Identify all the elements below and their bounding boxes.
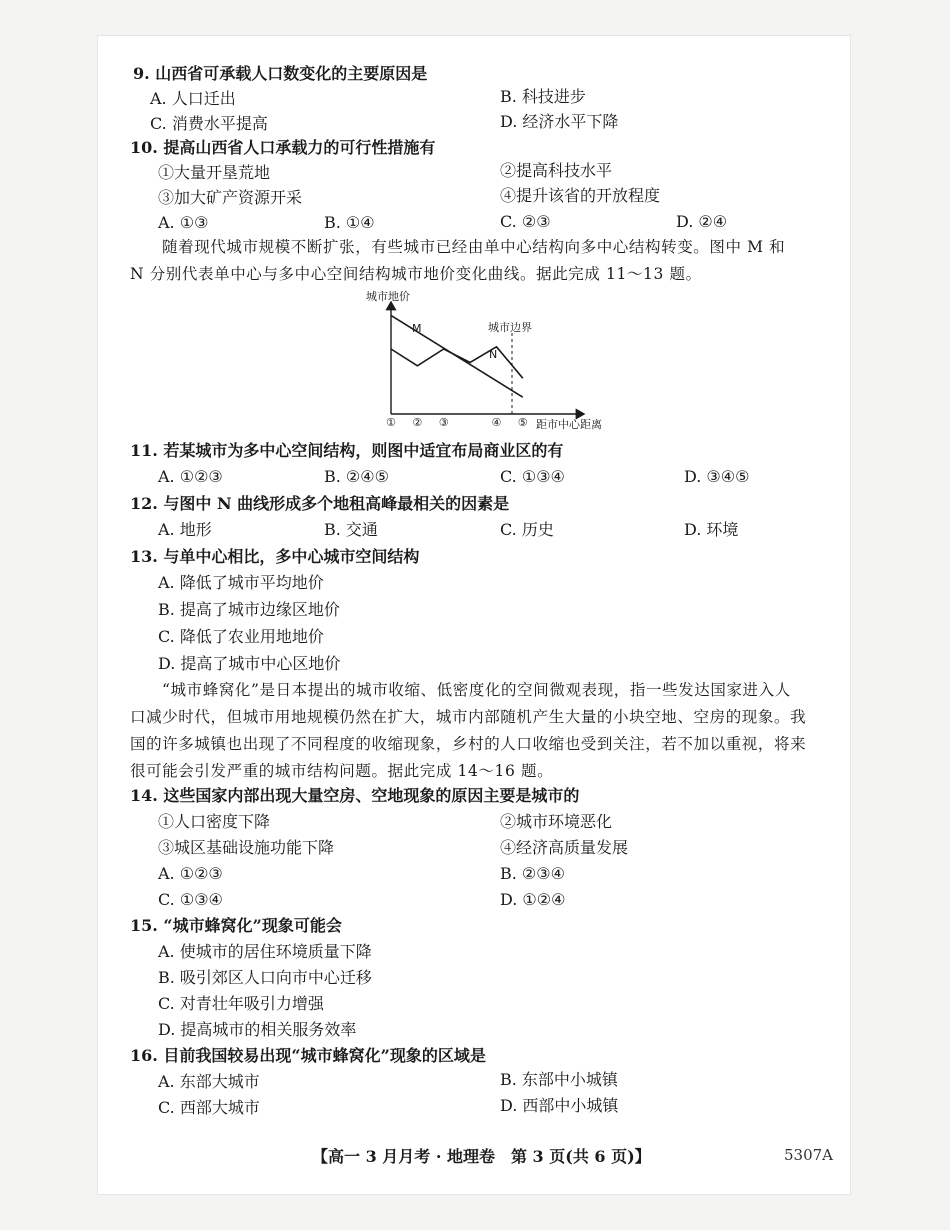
q9-option-d: D. 经济水平下降 (500, 112, 619, 131)
paper-code: 5307A (784, 1146, 834, 1164)
question-9-stem: 9. 山西省可承载人口数变化的主要原因是 (133, 64, 428, 83)
q13-option-a: A. 降低了城市平均地价 (158, 573, 324, 592)
curve-m-label: M (412, 322, 422, 335)
q15-option-c: C. 对青壮年吸引力增强 (158, 994, 324, 1013)
q11-option-d: D. ③④⑤ (684, 467, 750, 486)
question-14-stem: 14. 这些国家内部出现大量空房、空地现象的原因主要是城市的 (130, 786, 580, 805)
q12-option-c: C. 历史 (500, 520, 554, 539)
q10-option-d: D. ②④ (676, 212, 728, 231)
intro1-line-2: N 分别代表单中心与多中心空间结构城市地价变化曲线。据此完成 11～13 题。 (130, 265, 702, 283)
question-16-stem: 16. 目前我国较易出现“城市蜂窝化”现象的区域是 (130, 1046, 486, 1065)
city-boundary-label: 城市边界 (488, 321, 532, 334)
question-11-stem: 11. 若某城市为多中心空间结构，则图中适宜布局商业区的有 (130, 441, 564, 460)
q10-item-4: ④提升该省的开放程度 (500, 186, 661, 205)
q10-item-3: ③加大矿产资源开采 (158, 188, 303, 207)
x-axis-label: 距市中心距离 (536, 418, 602, 431)
q16-option-a: A. 东部大城市 (158, 1072, 260, 1091)
page-footer: 【高一 3 月月考 · 地理卷 第 3 页(共 6 页)】 (312, 1147, 651, 1166)
intro2-line-4: 很可能会引发严重的城市结构问题。据此完成 14～16 题。 (130, 762, 554, 780)
q9-option-c: C. 消费水平提高 (150, 114, 268, 133)
q11-option-c: C. ①③④ (500, 467, 565, 486)
intro2-line-1: “城市蜂窝化”是日本提出的城市收缩、低密度化的空间微观表现，指一些发达国家进入人 (162, 681, 791, 699)
intro1-line-1: 随着现代城市规模不断扩张，有些城市已经由单中心结构向多中心结构转变。图中 M 和 (162, 238, 786, 256)
y-axis-label: 城市地价 (366, 290, 410, 303)
intro-paragraph-14-16 (130, 677, 850, 785)
x-marker-5: ⑤ (517, 416, 528, 429)
q14-item-2: ②城市环境恶化 (500, 812, 613, 831)
q10-option-c: C. ②③ (500, 212, 551, 231)
q14-item-3: ③城区基础设施功能下降 (158, 838, 335, 857)
q9-option-a: A. 人口迁出 (150, 89, 236, 108)
q11-option-a: A. ①②③ (158, 467, 223, 486)
q13-option-b: B. 提高了城市边缘区地价 (158, 600, 340, 619)
x-marker-1: ① (386, 416, 396, 429)
q10-item-1: ①大量开垦荒地 (158, 163, 271, 182)
q10-item-2: ②提高科技水平 (500, 161, 613, 180)
land-price-chart (362, 288, 622, 436)
intro2-line-2: 口减少时代，但城市用地规模仍然在扩大，城市内部随机产生大量的小块空地、空房的现象。我 (130, 708, 807, 726)
q10-option-a: A. ①③ (158, 213, 209, 232)
q15-option-a: A. 使城市的居住环境质量下降 (158, 942, 372, 961)
intro-paragraph-11-13 (130, 234, 850, 288)
q14-option-b: B. ②③④ (500, 864, 565, 883)
q16-option-d: D. 西部中小城镇 (500, 1096, 619, 1115)
q15-option-b: B. 吸引郊区人口向市中心迁移 (158, 968, 372, 987)
q13-option-c: C. 降低了农业用地地价 (158, 627, 324, 646)
q11-option-b: B. ②④⑤ (324, 467, 389, 486)
question-12-stem: 12. 与图中 N 曲线形成多个地租高峰最相关的因素是 (130, 494, 510, 513)
curve-n (391, 347, 523, 378)
q15-option-d: D. 提高城市的相关服务效率 (158, 1020, 357, 1039)
q14-option-d: D. ①②④ (500, 890, 566, 909)
q14-item-4: ④经济高质量发展 (500, 838, 629, 857)
x-marker-2: ② (412, 416, 423, 429)
curve-n-label: N (489, 348, 498, 361)
question-15-stem: 15. “城市蜂窝化”现象可能会 (130, 916, 342, 935)
q13-option-d: D. 提高了城市中心区地价 (158, 654, 341, 673)
question-13-stem: 13. 与单中心相比，多中心城市空间结构 (130, 547, 420, 566)
q14-item-1: ①人口密度下降 (158, 812, 271, 831)
q12-option-d: D. 环境 (684, 520, 739, 539)
x-marker-3: ③ (438, 416, 449, 429)
q12-option-a: A. 地形 (158, 520, 212, 539)
q14-option-a: A. ①②③ (158, 864, 223, 883)
q10-option-b: B. ①④ (324, 213, 375, 232)
q14-option-c: C. ①③④ (158, 890, 223, 909)
intro2-line-3: 国的许多城镇也出现了不同程度的收缩现象，乡村的人口收缩也受到关注，若不加以重视，将来 (130, 735, 807, 753)
x-marker-4: ④ (491, 416, 502, 429)
q9-option-b: B. 科技进步 (500, 87, 586, 106)
q16-option-c: C. 西部大城市 (158, 1098, 260, 1117)
q16-option-b: B. 东部中小城镇 (500, 1070, 618, 1089)
q12-option-b: B. 交通 (324, 520, 378, 539)
question-10-stem: 10. 提高山西省人口承载力的可行性措施有 (130, 138, 436, 157)
